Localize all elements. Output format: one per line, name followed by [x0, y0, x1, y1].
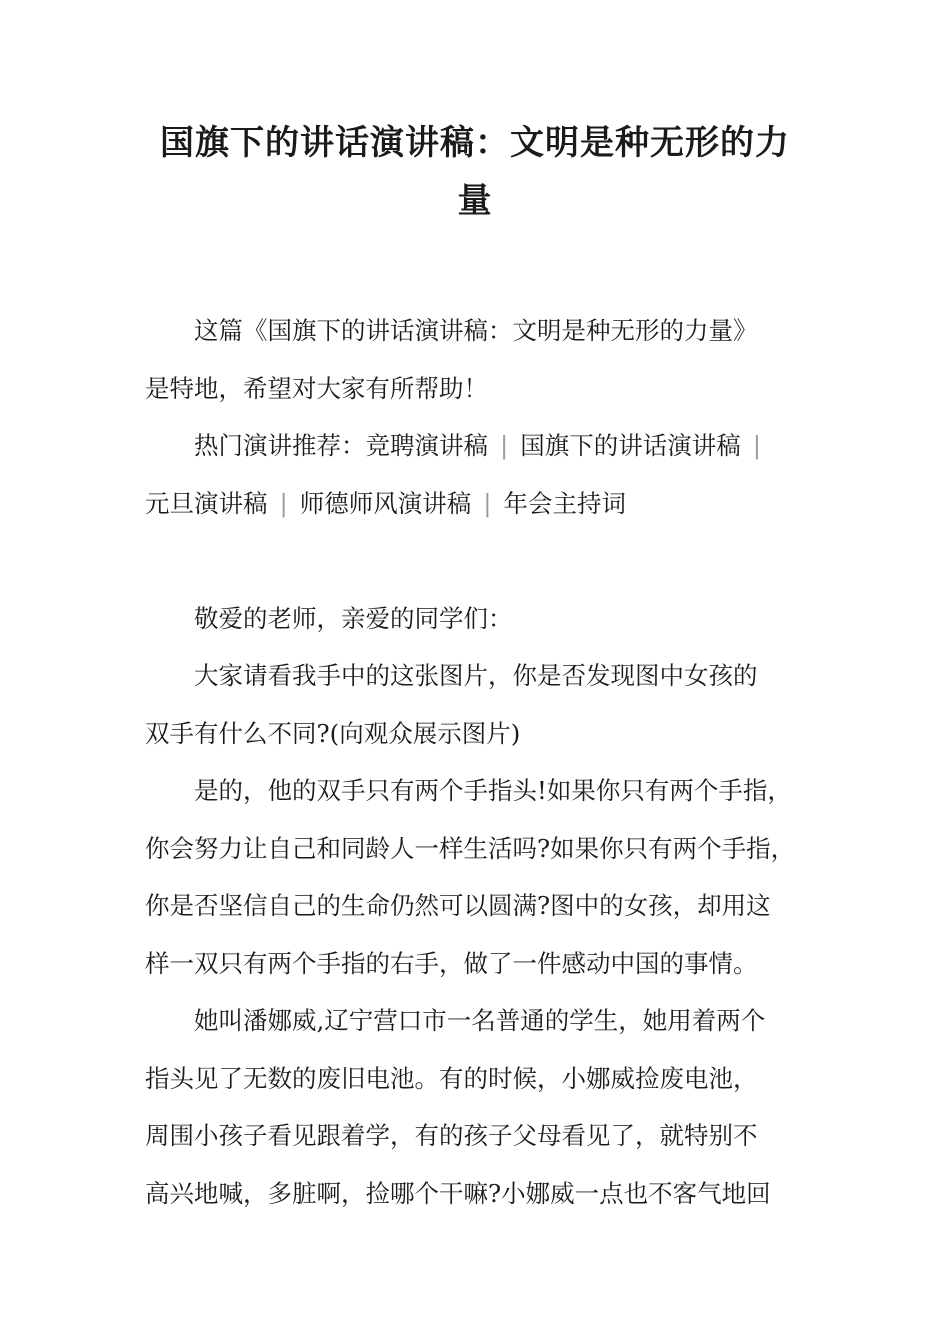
document-title — [130, 114, 820, 230]
hot-recommendations — [145, 417, 810, 532]
paragraph-3 — [145, 992, 810, 1222]
intro-line-1: 这篇《国旗下的讲话演讲稿：文明是种无形的力量》 — [194, 316, 758, 345]
separator: | — [752, 431, 762, 460]
hot-line-2 — [145, 475, 810, 533]
title-line-2: 量 — [457, 181, 493, 221]
hot-link-new-year-speech[interactable]: 元旦演讲稿 — [145, 488, 268, 518]
greeting-paragraph — [145, 590, 810, 648]
p2-line-4: 样一双只有两个手指的右手，做了一件感动中国的事情。 — [145, 948, 758, 978]
title-line-1: 国旗下的讲话演讲稿：文明是种无形的力 — [160, 123, 790, 163]
hot-link-flag-speech[interactable]: 国旗下的讲话演讲稿 — [520, 431, 741, 460]
blank-line — [145, 532, 810, 590]
p3-line-4: 高兴地喊，多脏啊，捡哪个干嘛?小娜威一点也不客气地回 — [145, 1178, 771, 1208]
hot-link-annual-host-script[interactable]: 年会主持词 — [503, 488, 627, 518]
p2-line-2: 你会努力让自己和同龄人一样生活吗?如果你只有两个手指， — [145, 833, 796, 863]
separator: | — [279, 488, 288, 518]
hot-label: 热门演讲推荐： — [194, 431, 366, 460]
greeting-line: 敬爱的老师，亲爱的同学们： — [194, 603, 513, 633]
p1-line-2: 双手有什么不同?(向观众展示图片) — [145, 718, 521, 748]
hot-line-1 — [145, 417, 810, 475]
p1-line-1: 大家请看我手中的这张图片，你是否发现图中女孩的 — [194, 661, 758, 690]
hot-link-teacher-ethics-speech[interactable]: 师德师风演讲稿 — [299, 488, 472, 518]
separator: | — [483, 488, 492, 518]
p3-line-2: 指头见了无数的废旧电池。有的时候，小娜威捡废电池， — [145, 1063, 758, 1093]
intro-paragraph — [145, 302, 810, 417]
p2-line-3: 你是否坚信自己的生命仍然可以圆满?图中的女孩，却用这 — [145, 891, 771, 920]
paragraph-2 — [145, 762, 810, 992]
hot-link-competition-speech[interactable]: 竞聘演讲稿 — [365, 431, 488, 460]
p2-line-1: 是的，他的双手只有两个手指头!如果你只有两个手指， — [194, 776, 792, 805]
p3-line-3: 周围小孩子看见跟着学，有的孩子父母看见了，就特别不 — [145, 1121, 758, 1150]
paragraph-1 — [145, 647, 810, 762]
intro-line-2: 是特地，希望对大家有所帮助！ — [145, 373, 488, 403]
document-body — [145, 302, 810, 1222]
p3-line-1: 她叫潘娜威,辽宁营口市一名普通的学生，她用着两个 — [194, 1006, 766, 1035]
separator: | — [500, 431, 509, 460]
